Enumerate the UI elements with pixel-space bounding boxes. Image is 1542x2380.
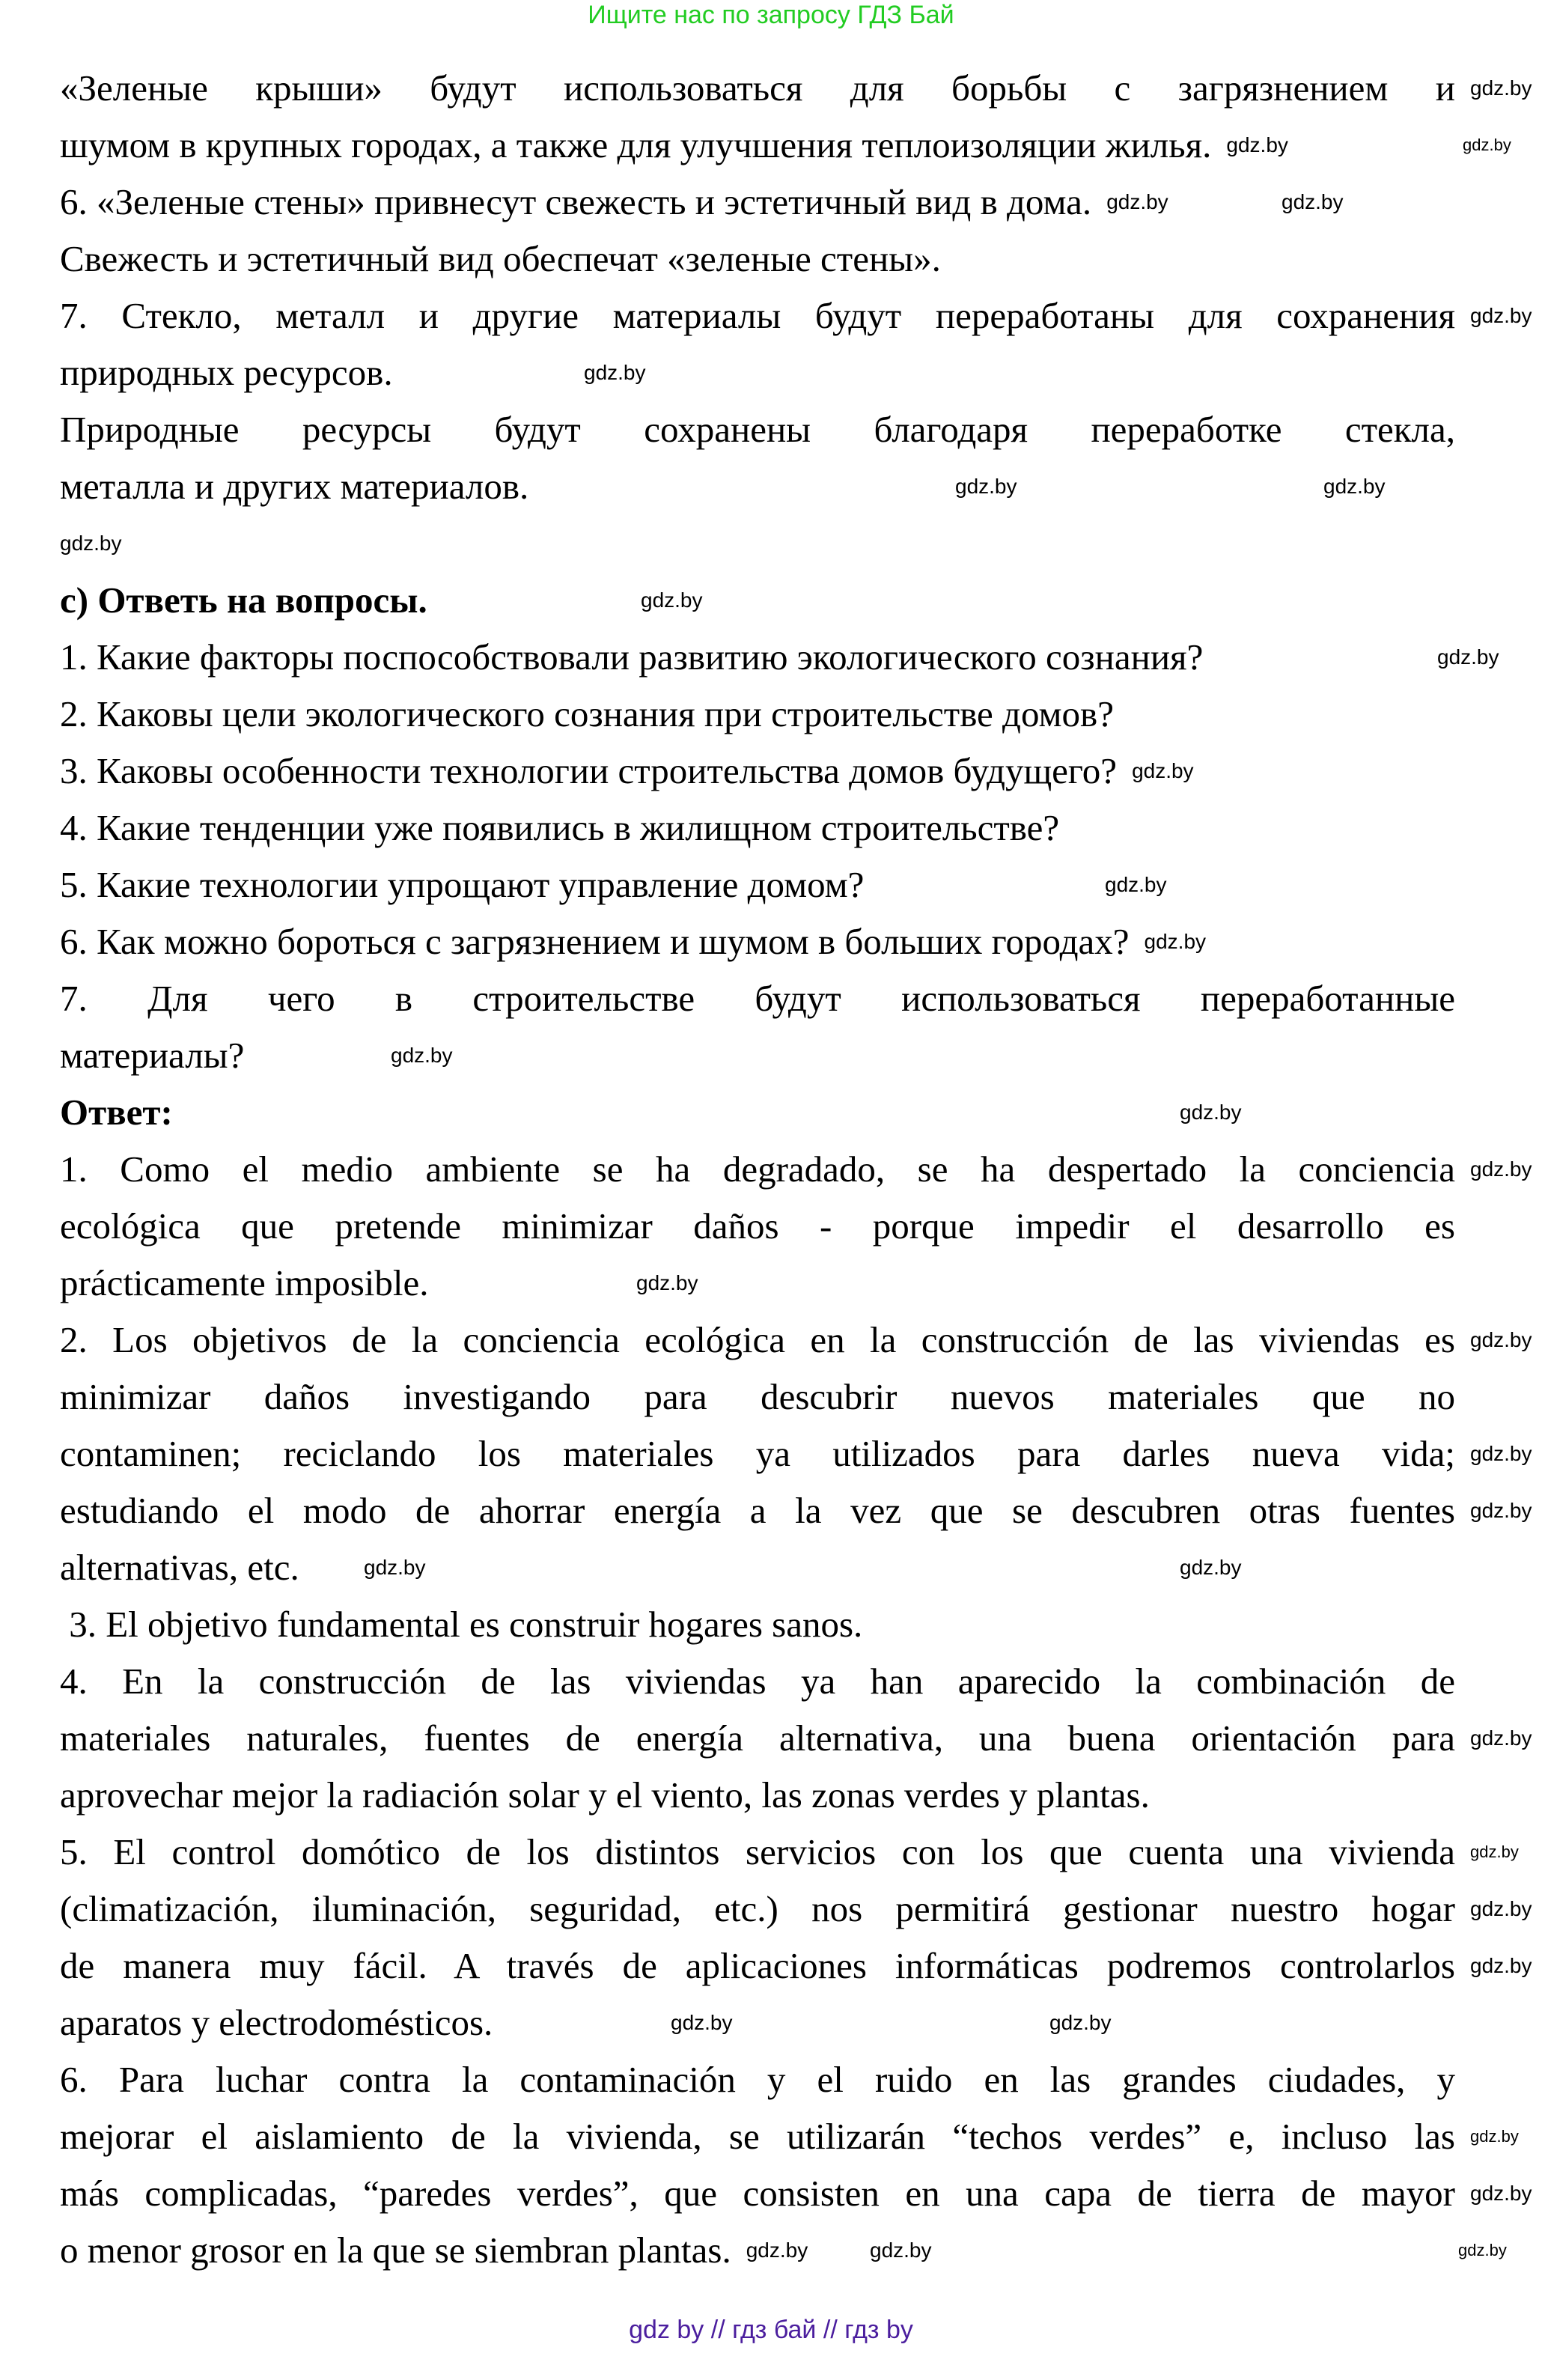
watermark: gdz.by <box>1470 1328 1532 1351</box>
watermark: gdz.by <box>671 2011 733 2034</box>
text-line: шумом в крупных городах, а также для улучшения теплоизоляции жилья. <box>60 124 1212 165</box>
text-line: 1. Какие факторы поспособствовали развитию экологического сознания? <box>60 636 1204 678</box>
watermark: gdz.by <box>641 588 703 612</box>
text-line: 5. El control domótico de los distintos servicios con los que cuenta una vivienda <box>60 1831 1455 1872</box>
watermark: gdz.by <box>1470 1499 1532 1522</box>
watermark: gdz.by <box>1226 133 1288 156</box>
text-line: 6. «Зеленые стены» привнесут свежесть и эстетичный вид в дома. <box>60 181 1092 222</box>
text-line: природных ресурсов. <box>60 352 393 393</box>
watermark: gdz.by <box>1470 2127 1519 2146</box>
text-line: Свежесть и эстетичный вид обеспечат «зеленые стены». <box>60 238 941 279</box>
section-heading: c) Ответь на вопросы. <box>60 579 427 621</box>
text-line: o menor grosor en la que se siembran plantas. <box>60 2230 731 2271</box>
text-line: 6. Как можно бороться с загрязнением и шумом в больших городах? <box>60 921 1130 962</box>
text-line: contaminen; reciclando los materiales ya utilizados para darles nueva vida; <box>60 1433 1455 1474</box>
text-line: 3. El objetivo fundamental es construir hogares sanos. <box>60 1604 863 1645</box>
text-line: Природные ресурсы будут сохранены благодаря переработке стекла, <box>60 409 1455 450</box>
text-line: de manera muy fácil. A través de aplicaciones informáticas podremos controlarlos <box>60 1945 1455 1986</box>
watermark: gdz.by <box>1470 304 1532 327</box>
watermark: gdz.by <box>870 2239 932 2262</box>
footer-links[interactable]: gdz by // гдз бай // гдз by <box>629 2316 913 2344</box>
text-line: 6. Para luchar contra la contaminación y el ruido en las grandes ciudades, y <box>60 2059 1455 2100</box>
watermark: gdz.by <box>1470 76 1532 100</box>
search-hint-banner: Ищите нас по запросу ГДЗ Бай <box>588 1 954 29</box>
text-line: 1. Como el medio ambiente se ha degradado, se ha despertado la conciencia <box>60 1148 1455 1190</box>
text-line: 4. Какие тенденции уже появились в жилищном строительстве? <box>60 807 1060 848</box>
text-line: (climatización, iluminación, seguridad, etc.) nos permitirá gestionar nuestro hogar <box>60 1888 1455 1929</box>
text-line: estudiando el modo de ahorrar energía a la vez que se descubren otras fuentes <box>60 1490 1455 1531</box>
text-line: металла и других материалов. <box>60 466 529 507</box>
watermark: gdz.by <box>1437 645 1499 669</box>
watermark: gdz.by <box>1470 2182 1532 2205</box>
watermark: gdz.by <box>955 475 1017 498</box>
text-line: 7. Стекло, металл и другие материалы будут переработаны для сохранения <box>60 295 1455 336</box>
watermark: gdz.by <box>391 1044 453 1067</box>
text-line: 4. En la construcción de las viviendas ya han aparecido la combinación de <box>60 1661 1455 1702</box>
text-line: más complicadas, “paredes verdes”, que consisten en una capa de tierra de mayor <box>60 2173 1455 2214</box>
text-line: aprovechar mejor la radiación solar y el viento, las zonas verdes y plantas. <box>60 1774 1150 1816</box>
watermark: gdz.by <box>1470 1897 1532 1920</box>
watermark: gdz.by <box>1105 873 1167 896</box>
text-line: mejorar el aislamiento de la vivienda, se utilizarán “techos verdes” e, incluso las <box>60 2116 1455 2157</box>
text-line: 5. Какие технологии упрощают управление домом? <box>60 864 865 905</box>
watermark: gdz.by <box>1132 759 1194 782</box>
watermark: gdz.by <box>584 361 646 384</box>
watermark: gdz.by <box>636 1271 698 1294</box>
text-line: «Зеленые крыши» будут использоваться для борьбы с загрязнением и <box>60 67 1455 109</box>
watermark: gdz.by <box>1470 1954 1532 1977</box>
watermark: gdz.by <box>1470 1442 1532 1465</box>
watermark: gdz.by <box>1282 190 1344 213</box>
text-line: 3. Каковы особенности технологии строительства домов будущего? <box>60 750 1118 791</box>
text-line: 2. Los objetivos de la conciencia ecológica en la construcción de las viviendas es <box>60 1319 1455 1360</box>
section-heading: Ответ: <box>60 1092 173 1133</box>
text-line: aparatos y electrodomésticos. <box>60 2002 493 2043</box>
text-line: prácticamente imposible. <box>60 1262 429 1303</box>
text-line: alternativas, etc. <box>60 1547 299 1588</box>
watermark: gdz.by <box>1049 2011 1112 2034</box>
watermark: gdz.by <box>746 2239 808 2262</box>
watermark: gdz.by <box>60 532 122 555</box>
watermark: gdz.by <box>1180 1101 1242 1124</box>
text-line: материалы? <box>60 1035 245 1076</box>
watermark: gdz.by <box>1470 1842 1519 1861</box>
watermark: gdz.by <box>1180 1556 1242 1579</box>
watermark: gdz.by <box>1144 930 1207 953</box>
watermark: gdz.by <box>364 1556 426 1579</box>
watermark: gdz.by <box>1463 136 1511 154</box>
text-line: materiales naturales, fuentes de energía alternativa, una buena orientación para <box>60 1717 1455 1759</box>
watermark: gdz.by <box>1470 1157 1532 1181</box>
text-line: minimizar daños investigando para descubrir nuevos materiales que no <box>60 1376 1455 1417</box>
watermark: gdz.by <box>1106 190 1168 213</box>
text-line: 2. Каковы цели экологического сознания при строительстве домов? <box>60 693 1114 734</box>
watermark: gdz.by <box>1323 475 1386 498</box>
watermark: gdz.by <box>1458 2241 1507 2259</box>
watermark: gdz.by <box>1470 1726 1532 1750</box>
text-line: ecológica que pretende minimizar daños - porque impedir el desarrollo es <box>60 1205 1455 1247</box>
text-line: 7. Для чего в строительстве будут использоваться переработанные <box>60 978 1455 1019</box>
